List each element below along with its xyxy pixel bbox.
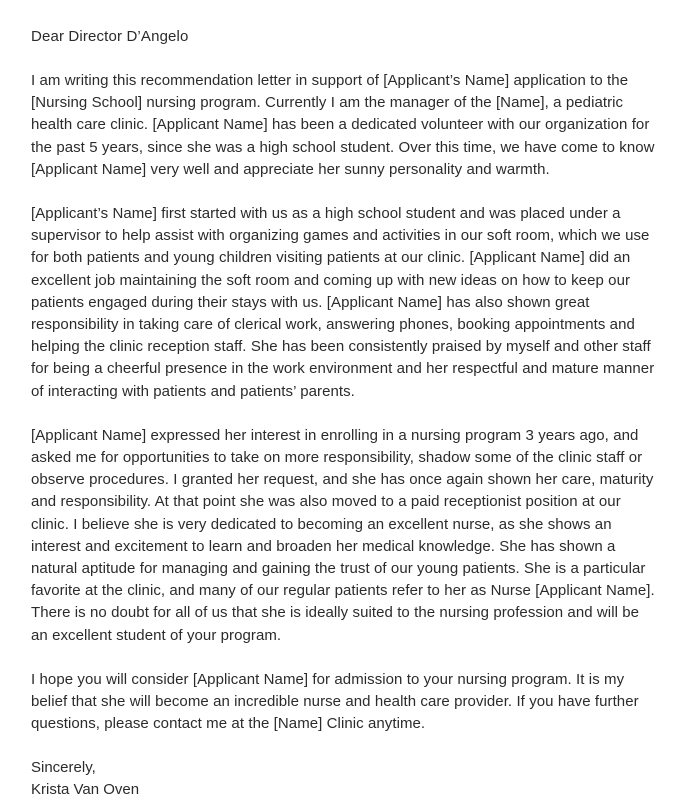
paragraph-1: I am writing this recommendation letter in support of [Applicant’s Name] application to the [Nursing School] nursing program. Currently I am the manager of the [Name], a pediatric health care clinic. [Applicant Name] has been a dedicated volunteer with our organization for the past 5 years, since she was a high school student. Over this time, we have come to know [Applicant Name] very well and appreciate her sunny personality and warmth. (31, 72, 655, 178)
signature-name: Krista Van Oven (31, 781, 140, 799)
paragraph-3: [Applicant Name] expressed her interest in enrolling in a nursing program 3 years ago, and asked me for opportunities to take on more responsibility, shadow some of the clinic staff or observe procedures. I granted her request, and she has once again shown her care, maturity and responsibility. At that point she was also moved to a paid receptionist position at our clinic. I believe she is very dedicated to becoming an excellent nurse, as she shows an interest and excitement to learn and broaden her medical knowledge. She has shown a natural aptitude for managing and gaining the trust of our young patients. She is a particular favorite at the clinic, and many of our regular patients refer to her as Nurse [Applicant Name]. There is no doubt for all of us that she is ideally suited to the nursing profession and will be an excellent student of your program. (31, 426, 655, 644)
closing-block (31, 757, 657, 801)
salutation: Dear Director D’Angelo (31, 28, 189, 45)
letter-body (31, 26, 657, 801)
paragraph-2: [Applicant’s Name] first started with us as a high school student and was placed under a supervisor to help assist with organizing games and activities in our soft room, which we use for both patients and young children visiting patients at our clinic. [Applicant Name] did an excellent job maintaining the soft room and coming up with new ideas on how to keep our patients engaged during their stays with us. [Applicant Name] has also shown great responsibility in taking care of clerical work, answering phones, booking appointments and helping the clinic reception staff. She has been consistently praised by myself and other staff for being a cheerful presence in the work environment and her respectful and mature manner of interacting with patients and patients’ parents. (31, 205, 655, 400)
paragraph-4: I hope you will consider [Applicant Name] for admission to your nursing program. It is my belief that she will become an incredible nurse and health care provider. If you have further questions, please contact me at the [Name] Clinic anytime. (31, 670, 639, 733)
valediction: Sincerely, (31, 759, 96, 777)
